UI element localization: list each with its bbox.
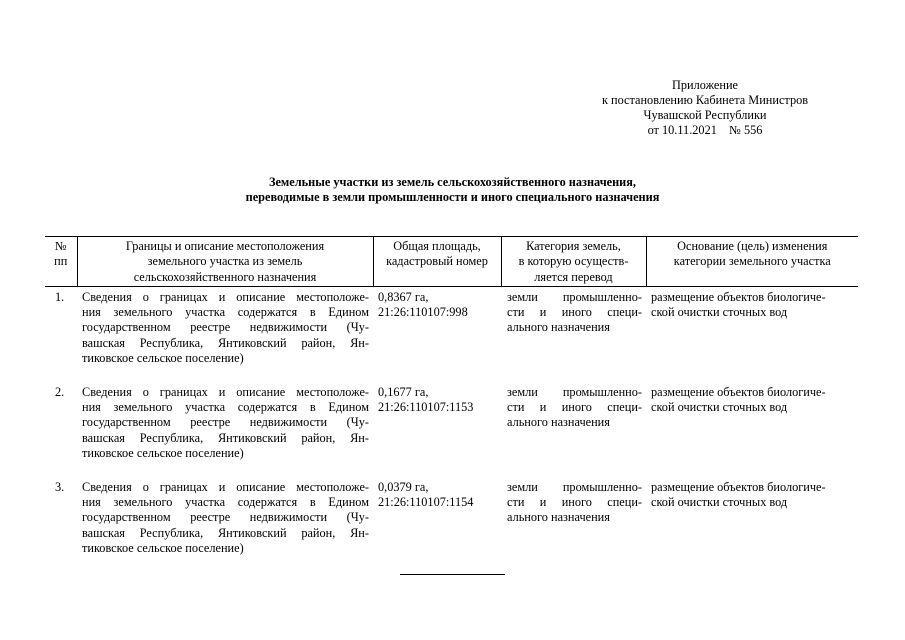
row-area-cadastral: 0,1677 га, 21:26:110107:1153 bbox=[378, 384, 474, 415]
row-basis: размещение объектов биологиче- ской очистки сточных вод bbox=[651, 384, 826, 415]
row-description: Сведения о границах и описание местоположе- ния земельного участка содержатся в Едином государственном реестре недвижимости (Чу- вашская Республика, Янтиковский район, Ян- тиковское сельское поселение) bbox=[82, 289, 369, 366]
header-description: Границы и описание местоположения земельного участка из земель сельскохозяйственного назначения bbox=[77, 237, 373, 287]
appendix-resolution: к постановлению Кабинета Министров bbox=[601, 93, 809, 107]
row-number: 1. bbox=[55, 289, 65, 304]
row-area-cadastral: 0,0379 га, 21:26:110107:1154 bbox=[378, 479, 474, 510]
appendix-date-number: от 10.11.2021 № 556 bbox=[647, 123, 763, 137]
header-number: № пп bbox=[45, 237, 77, 287]
header-basis: Основание (цель) изменения категории земельного участка bbox=[646, 237, 858, 287]
row-category: земли промышленно- сти и иного специ- ального назначения bbox=[507, 479, 642, 525]
row-category: земли промышленно- сти и иного специ- ального назначения bbox=[507, 384, 642, 430]
row-basis: размещение объектов биологиче- ской очистки сточных вод bbox=[651, 479, 826, 510]
title-line-1: Земельные участки из земель сельскохозяйственного назначения, bbox=[268, 175, 636, 189]
appendix-block bbox=[600, 78, 810, 138]
row-area-cadastral: 0,8367 га, 21:26:110107:998 bbox=[378, 289, 468, 320]
appendix-republic: Чувашской Республики bbox=[643, 108, 767, 122]
row-category: земли промышленно- сти и иного специ- ального назначения bbox=[507, 289, 642, 335]
row-description: Сведения о границах и описание местоположе- ния земельного участка содержатся в Едином государственном реестре недвижимости (Чу- вашская Республика, Янтиковский район, Ян- тиковское сельское поселение) bbox=[82, 479, 369, 556]
table-row bbox=[45, 382, 858, 477]
row-basis: размещение объектов биологиче- ской очистки сточных вод bbox=[651, 289, 826, 320]
row-number: 3. bbox=[55, 479, 65, 494]
end-divider bbox=[400, 574, 505, 575]
row-number: 2. bbox=[55, 384, 65, 399]
land-plots-table bbox=[45, 236, 858, 560]
table-row bbox=[45, 477, 858, 560]
table-row bbox=[45, 286, 858, 382]
document-title bbox=[150, 175, 755, 205]
appendix-label: Приложение bbox=[672, 78, 738, 92]
title-line-2: переводимые в земли промышленности и иного специального назначения bbox=[245, 190, 660, 204]
table-header-row bbox=[45, 237, 858, 287]
row-description: Сведения о границах и описание местоположе- ния земельного участка содержатся в Едином государственном реестре недвижимости (Чу- вашская Республика, Янтиковский район, Ян- тиковское сельское поселение) bbox=[82, 384, 369, 461]
header-category: Категория земель, в которую осуществ- ляется перевод bbox=[501, 237, 646, 287]
header-area: Общая площадь, кадастровый номер bbox=[373, 237, 501, 287]
